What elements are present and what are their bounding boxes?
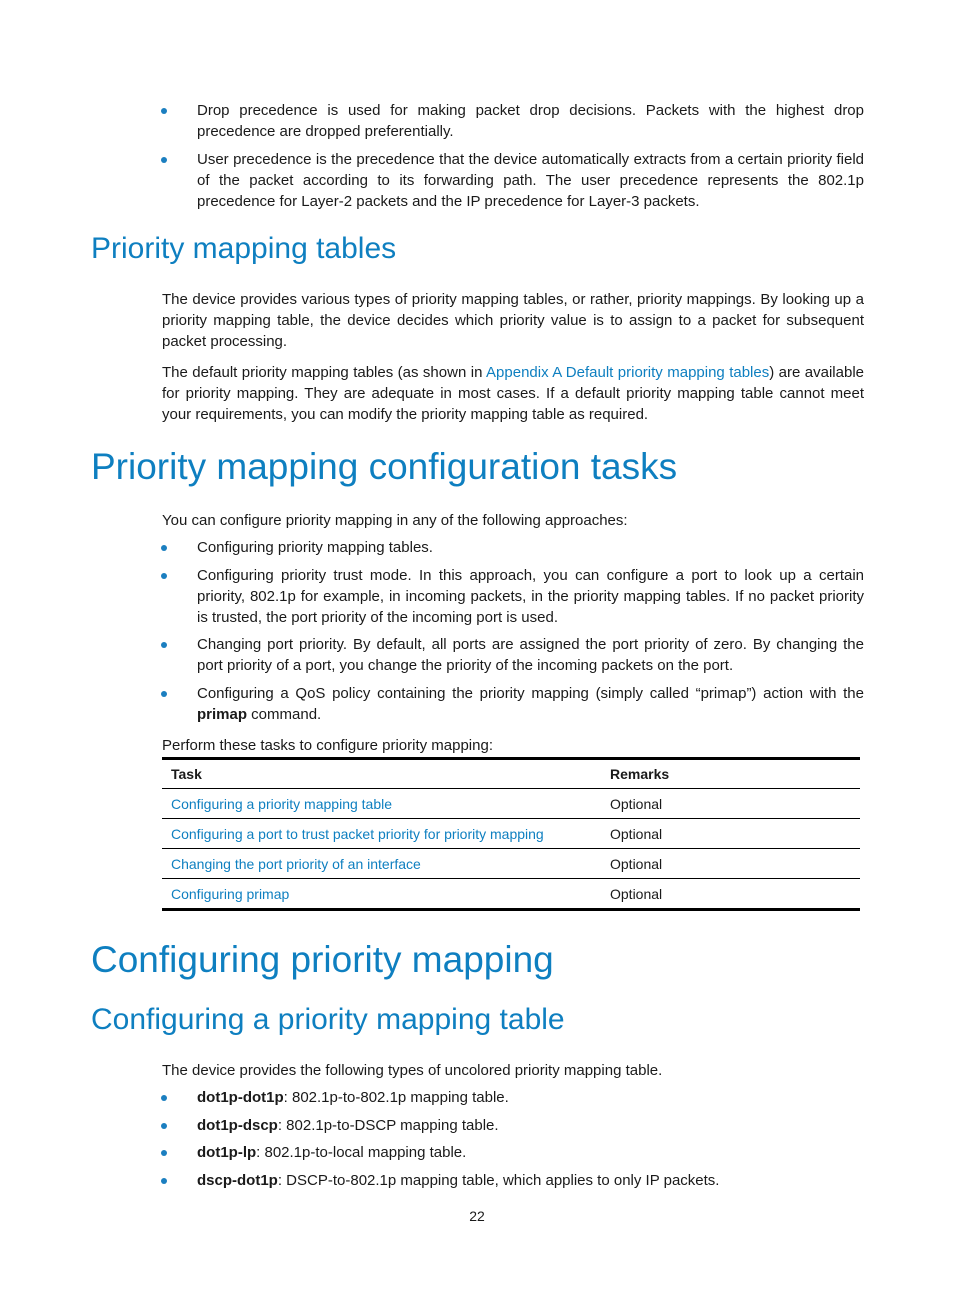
heading-priority-mapping-configuration-tasks: Priority mapping configuration tasks: [91, 446, 678, 487]
table-type-bullet: [197, 1087, 864, 1108]
bullet-dot: [161, 157, 167, 163]
task-bullet-1: Configuring priority mapping tables.: [197, 539, 433, 556]
para2-text-after: ) are available for priority mapping. They are adequate in most cases. If a default priority mapping table cannot meet your requirements, you can modify the priority mapping table as required.: [162, 364, 864, 423]
table-type-desc: : 802.1p-to-local mapping table.: [256, 1144, 467, 1161]
task-link[interactable]: Configuring a priority mapping table: [162, 789, 601, 819]
task-link[interactable]: Configuring a port to trust packet priority for priority mapping: [162, 819, 601, 849]
section3-intro: The device provides the following types of uncolored priority mapping table.: [162, 1062, 663, 1079]
task-link[interactable]: Changing the port priority of an interface: [162, 849, 601, 879]
table-row: [162, 819, 860, 849]
task-bullet-3: Changing port priority. By default, all ports are assigned the port priority of zero. By changing the port priority of a port, you change the priority of the incoming packets on the port.: [197, 636, 864, 674]
table-row: [162, 879, 860, 910]
table-type-desc: : 802.1p-to-DSCP mapping table.: [277, 1117, 499, 1134]
bullet-dot: [161, 642, 167, 648]
bullet-dot: [161, 691, 167, 697]
table-type-bullet: [197, 1170, 864, 1191]
bullet-dot: [161, 1095, 167, 1101]
column-header-task: Task: [162, 759, 601, 789]
table-header-row: [162, 759, 860, 789]
table-row: [162, 789, 860, 819]
bullet4-text-before: Configuring a QoS policy containing the priority mapping (simply called “primap”) action with the: [197, 685, 864, 702]
table-type-term: dot1p-lp: [197, 1144, 257, 1161]
bullet-dot: [161, 108, 167, 114]
para2-text-before: The default priority mapping tables (as shown in: [162, 364, 487, 381]
table-type-desc: : DSCP-to-802.1p mapping table, which applies to only IP packets.: [277, 1172, 720, 1189]
table-type-term: dot1p-dot1p: [197, 1089, 284, 1106]
bullet-dot: [161, 573, 167, 579]
appendix-link[interactable]: Appendix A Default priority mapping tables: [486, 364, 770, 381]
table-type-bullet: [197, 1142, 864, 1163]
table-intro: Perform these tasks to configure priority mapping:: [162, 737, 493, 754]
table-type-desc: : 802.1p-to-802.1p mapping table.: [283, 1089, 509, 1106]
task-bullet-2: Configuring priority trust mode. In this approach, you can configure a port to look up a certain priority, 802.1p for example, in incoming packets, in the priority mapping tables. If no packet priority is trusted, the port priority of the incoming port is used.: [197, 567, 864, 626]
intro-bullet-2: User precedence is the precedence that the device automatically extracts from a certain priority field of the packet according to its forwarding path. The user precedence represents the 802.1p precedence for Layer-2 packets and the IP precedence for Layer-3 packets.: [197, 151, 864, 210]
task-bullet-4: [197, 683, 864, 725]
section2-intro: You can configure priority mapping in any of the following approaches:: [162, 512, 628, 529]
heading-configuring-priority-mapping: Configuring priority mapping: [91, 939, 554, 980]
heading-priority-mapping-tables: Priority mapping tables: [91, 232, 397, 265]
remark-cell: Optional: [601, 879, 860, 910]
page-number: 22: [469, 1208, 485, 1224]
table-type-term: dot1p-dscp: [197, 1117, 278, 1134]
section1-paragraph-2: [162, 362, 864, 425]
primap-keyword: primap: [197, 706, 248, 723]
bullet4-text-after: command.: [247, 706, 322, 723]
section1-paragraph-1: The device provides various types of priority mapping tables, or rather, priority mappings. By looking up a priority mapping table, the device decides which priority value is to assign to a packet for subsequent packet processing.: [162, 291, 864, 350]
heading-configuring-a-priority-mapping-table: Configuring a priority mapping table: [91, 1003, 565, 1036]
remark-cell: Optional: [601, 819, 860, 849]
bullet-dot: [161, 545, 167, 551]
intro-bullet-1: Drop precedence is used for making packet drop decisions. Packets with the highest drop precedence are dropped preferentially.: [197, 102, 864, 140]
remark-cell: Optional: [601, 789, 860, 819]
table-type-term: dscp-dot1p: [197, 1172, 278, 1189]
table-row: [162, 849, 860, 879]
bullet-dot: [161, 1123, 167, 1129]
task-table: [162, 757, 860, 911]
column-header-remarks: Remarks: [601, 759, 860, 789]
table-type-bullet: [197, 1115, 864, 1136]
remark-cell: Optional: [601, 849, 860, 879]
bullet-dot: [161, 1178, 167, 1184]
bullet-dot: [161, 1150, 167, 1156]
task-link[interactable]: Configuring primap: [162, 879, 601, 910]
